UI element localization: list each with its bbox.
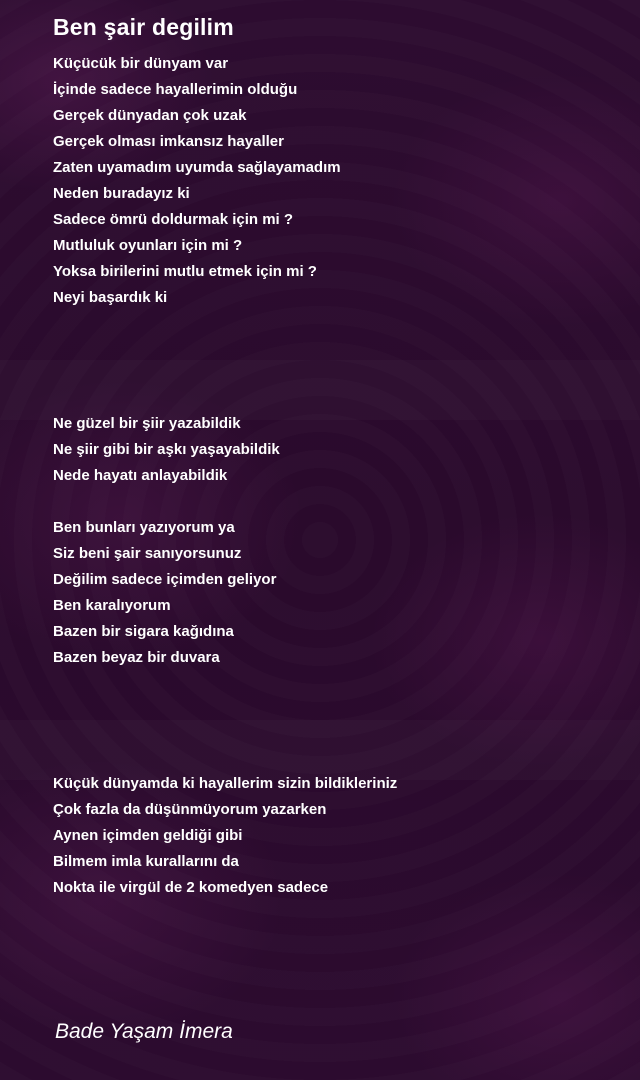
poem-line: Ben bunları yazıyorum ya	[53, 519, 235, 536]
poem-line: Neden buradayız ki	[53, 185, 190, 202]
poem-line: Ne şiir gibi bir aşkı yaşayabildik	[53, 441, 280, 458]
poem-line: İçinde sadece hayallerimin olduğu	[53, 81, 298, 98]
poem-line: Yoksa birilerini mutlu etmek için mi ?	[53, 263, 317, 280]
poem-line: Bazen bir sigara kağıdına	[53, 623, 234, 640]
poem-blank-line	[53, 489, 280, 515]
poem-line: Gerçek dünyadan çok uzak	[53, 107, 247, 124]
poem-line: Bilmem imla kurallarını da	[53, 853, 239, 870]
poem-stanza-2	[53, 411, 280, 671]
poem-line: Neyi başardık ki	[53, 289, 168, 306]
poem-line: Nede hayatı anlayabildik	[53, 467, 228, 484]
poem-stanza-3	[53, 771, 397, 901]
poem-line: Bazen beyaz bir duvara	[53, 649, 220, 666]
poem-line: Küçük dünyamda ki hayallerim sizin bildikleriniz	[53, 775, 398, 792]
poem-line: Çok fazla da düşünmüyorum yazarken	[53, 801, 327, 818]
poem-line: Mutluluk oyunları için mi ?	[53, 237, 243, 254]
poem-line: Nokta ile virgül de 2 komedyen sadece	[53, 879, 329, 896]
poem-line: Zaten uyamadım uyumda sağlayamadım	[53, 159, 341, 176]
poem-author: Bade Yaşam İmera	[55, 1020, 233, 1043]
poem-line: Değilim sadece içimden geliyor	[53, 571, 277, 588]
poem-line: Gerçek olması imkansız hayaller	[53, 133, 284, 150]
poem-title: Ben şair degilim	[53, 14, 234, 40]
poem-stanza-1	[53, 51, 341, 311]
poem-line: Aynen içimden geldiği gibi	[53, 827, 243, 844]
poem-line: Küçücük bir dünyam var	[53, 55, 229, 72]
poem-line: Ben karalıyorum	[53, 597, 171, 614]
poem-line: Siz beni şair sanıyorsunuz	[53, 545, 242, 562]
poem-line: Ne güzel bir şiir yazabildik	[53, 415, 241, 432]
poem-line: Sadece ömrü doldurmak için mi ?	[53, 211, 294, 228]
